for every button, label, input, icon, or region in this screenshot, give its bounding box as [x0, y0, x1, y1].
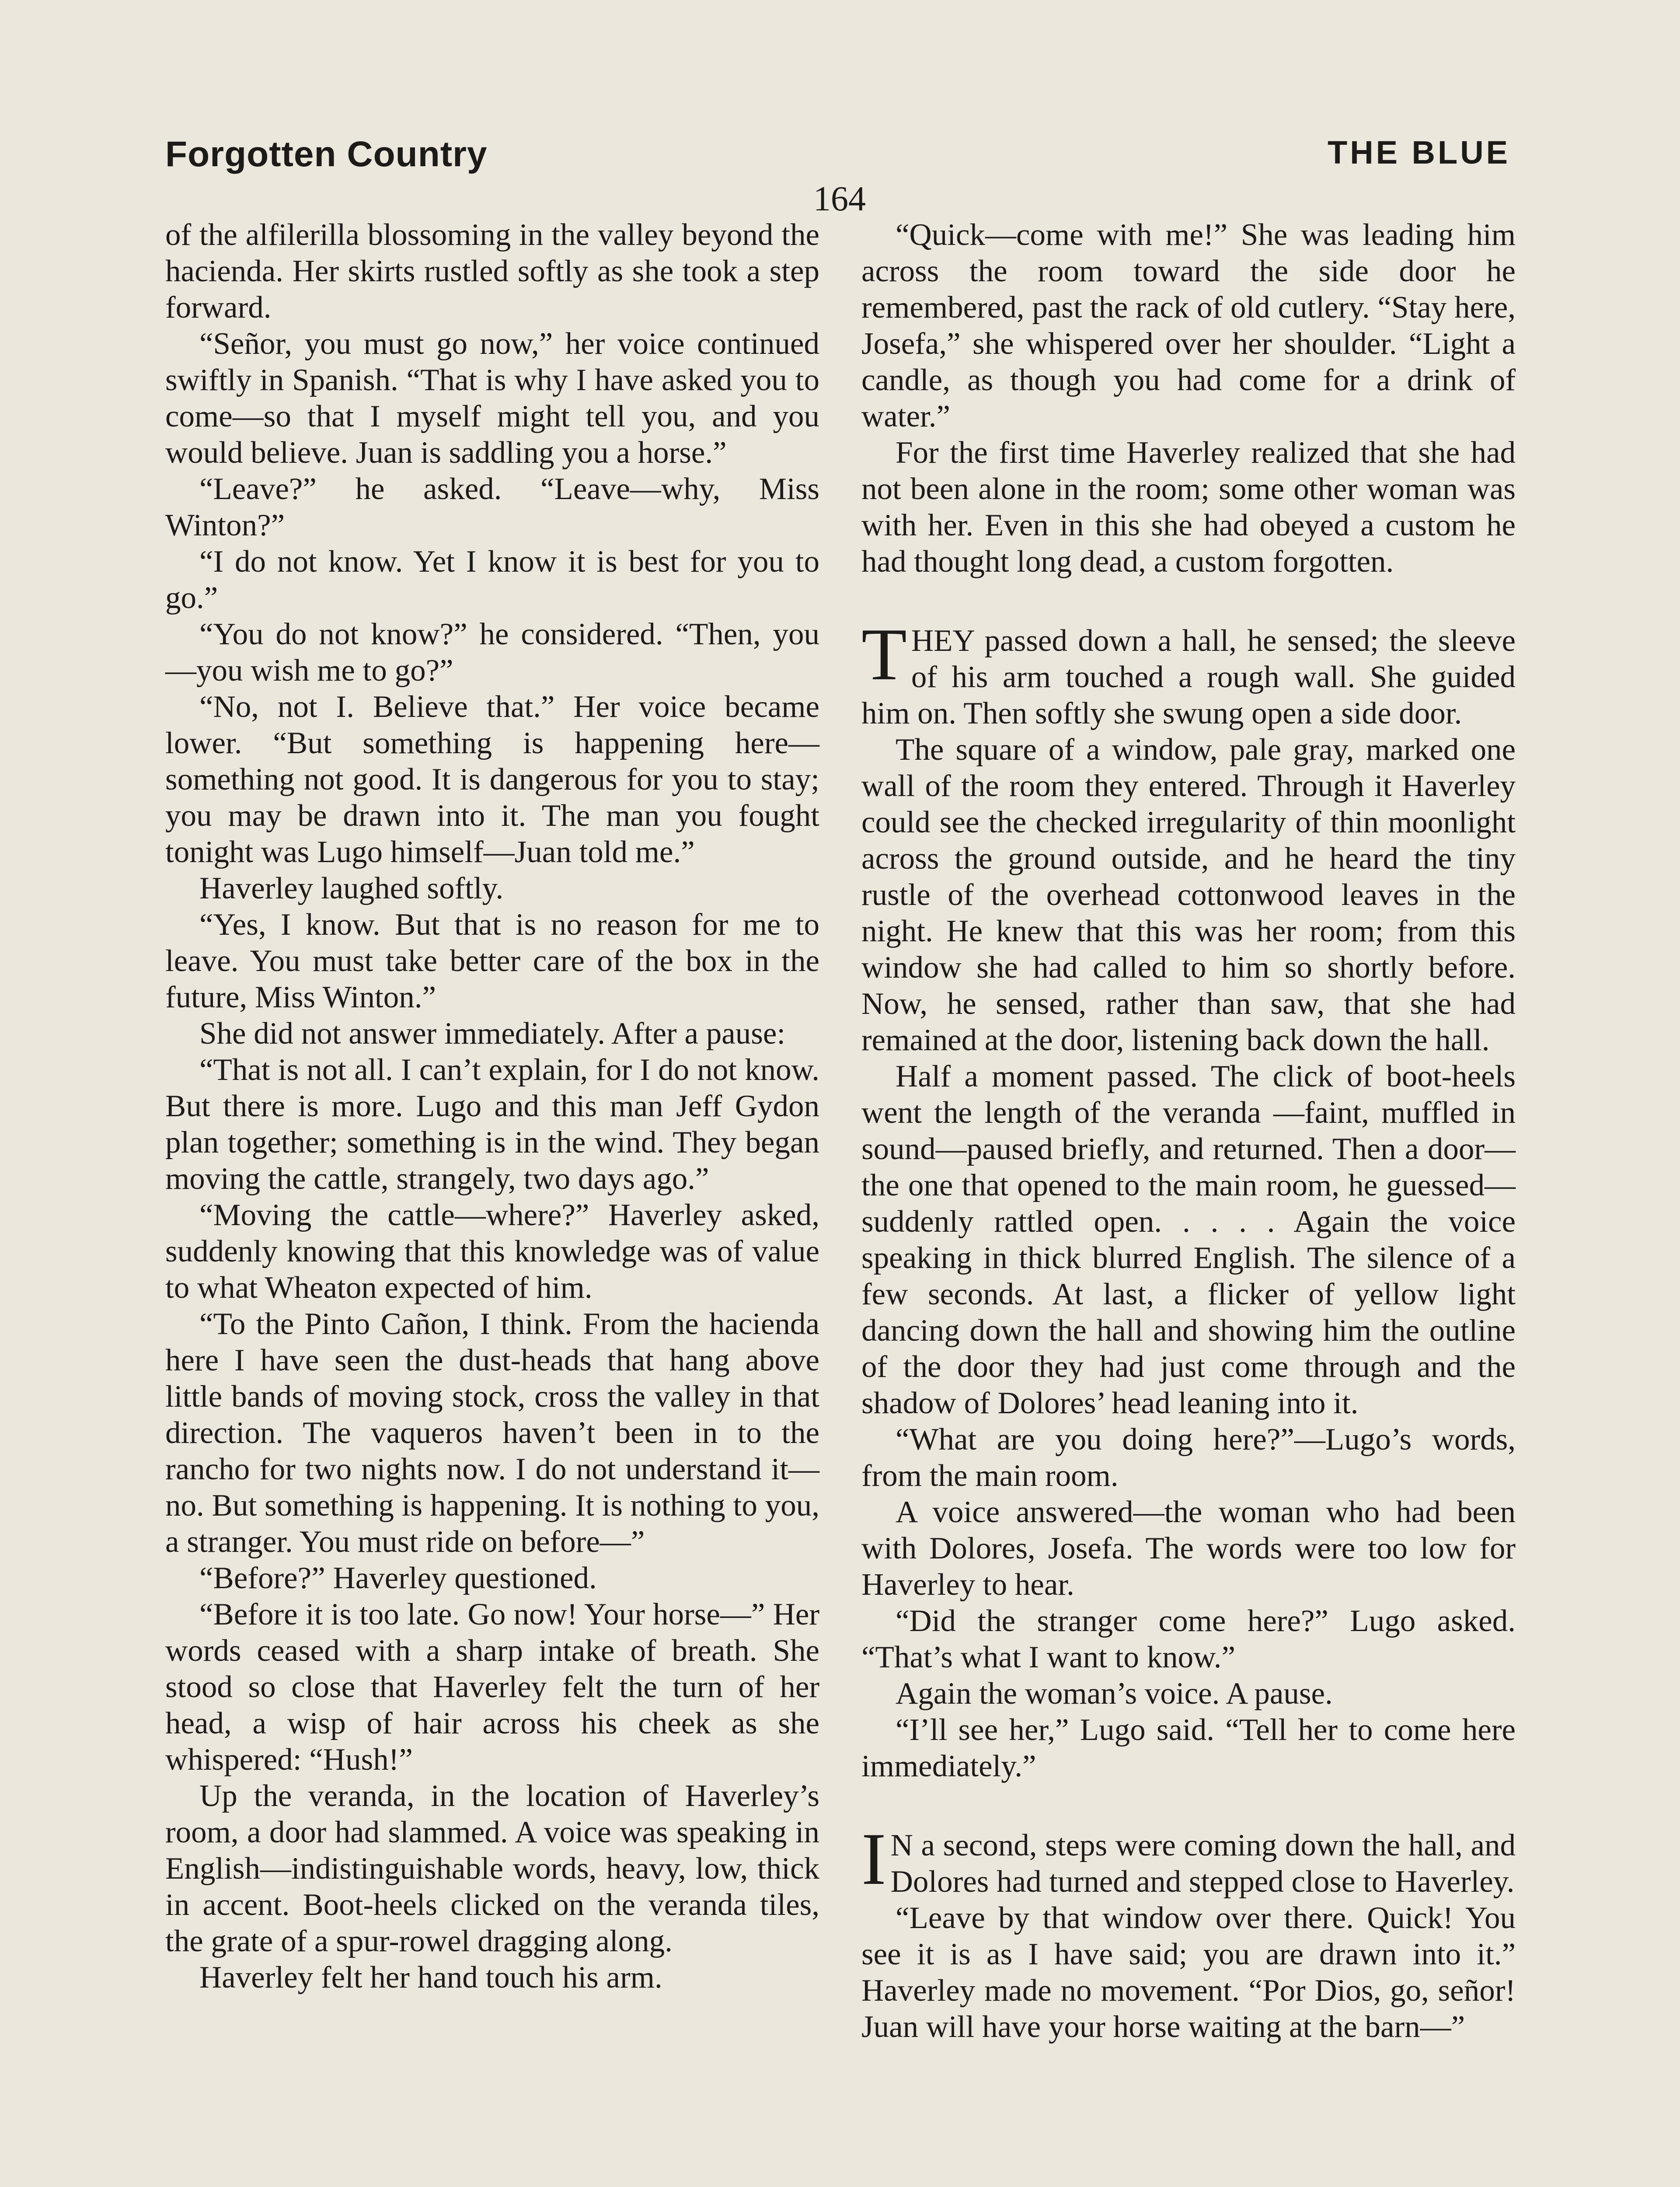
- paragraph-text: of the alfilerilla blossoming in the valley beyond the hacienda. Her skirts rustled softly as she took a step forward.: [165, 218, 819, 325]
- paragraph-text: A voice answered—the woman who had been with Dolores, Josefa. The words were too low for Haverley to hear.: [861, 1495, 1516, 1602]
- paragraph-text: Up the veranda, in the location of Haverley’s room, a door had slammed. A voice was speaking in English—indistinguishable words, heavy, low, thick in accent. Boot-heels clicked on the veranda tiles, the grate of a spur-rowel dragging along.: [165, 1779, 819, 1958]
- paragraph-text: “Señor, you must go now,” her voice continued swiftly in Spanish. “That is why I have asked you to come—so that I myself might tell you, and you would believe. Juan is saddling you a horse.”: [165, 327, 819, 470]
- paragraph-text: “No, not I. Believe that.” Her voice became lower. “But something is happening here—something not good. It is dangerous for you to stay; you may be drawn into it. The man you fought tonight was Lugo himself—Juan told me.”: [165, 690, 819, 869]
- paragraph: [861, 217, 1516, 435]
- paragraph: [165, 217, 819, 326]
- paragraph: [861, 1818, 1516, 1900]
- paragraph-text: “Leave?” he asked. “Leave—why, Miss Winton?”: [165, 472, 819, 542]
- paragraph: [861, 1494, 1516, 1603]
- drop-cap: T: [861, 613, 907, 695]
- paragraph-text: “That is not all. I can’t explain, for I do not know. But there is more. Lugo and this man Jeff Gydon plan together; something is in the wind. They began moving the cattle, strangely, two days ago.”: [165, 1053, 819, 1196]
- paragraph: [861, 1059, 1516, 1422]
- paragraph-text: “You do not know?” he considered. “Then, you—you wish me to go?”: [165, 617, 819, 688]
- right-column: [861, 217, 1516, 2045]
- paragraph-text: N a second, steps were coming down the hall, and Dolores had turned and stepped close to Haverley.: [890, 1828, 1516, 1899]
- paragraph-text: Half a moment passed. The click of boot-heels went the length of the veranda —faint, muffled in sound—paused briefly, and returned. Then a door—the one that opened to the main room, he guessed—suddenly rattled open. . . . . Again the voice speaking in thick blurred English. The silence of a few seconds. At last, a flicker of yellow light dancing down the hall and showing him the outline of the door they had just come through and the shadow of Dolores’ head leaning into it.: [861, 1059, 1516, 1420]
- paragraph: [165, 689, 819, 870]
- paragraph-text: “Yes, I know. But that is no reason for me to leave. You must take better care of the box in the future, Miss Winton.”: [165, 908, 819, 1014]
- paragraph: [861, 435, 1516, 580]
- magazine-name: THE BLUE: [1328, 134, 1510, 171]
- paragraph: [165, 1778, 819, 1960]
- paragraph: [861, 613, 1516, 732]
- paragraph-text: “What are you doing here?”—Lugo’s words, from the main room.: [861, 1422, 1516, 1493]
- paragraph: [861, 1712, 1516, 1785]
- paragraph-text: “Did the stranger come here?” Lugo asked. “That’s what I want to know.”: [861, 1604, 1516, 1674]
- paragraph-text: “To the Pinto Cañon, I think. From the hacienda here I have seen the dust-heads that hang above little bands of moving stock, cross the valley in that direction. The vaqueros haven’t been in to the rancho for two nights now. I do not understand it—no. But something is happening. It is nothing to you, a stranger. You must ride on before—”: [165, 1307, 819, 1559]
- paragraph: [165, 1052, 819, 1197]
- paragraph-text: For the first time Haverley realized that she had not been alone in the room; some other woman was with her. Even in this she had obeyed a custom he had thought long dead, a custom forgotten.: [861, 436, 1516, 579]
- paragraph: [165, 1016, 819, 1052]
- paragraph-text: The square of a window, pale gray, marked one wall of the room they entered. Through it Haverley could see the checked irregularity of thin moonlight across the ground outside, and he heard the tiny rustle of the overhead cottonwood leaves in the night. He knew that this was her room; from this window she had called to him so shortly before. Now, he sensed, rather than saw, that she had remained at the door, listening back down the hall.: [861, 733, 1516, 1057]
- paragraph: [861, 732, 1516, 1059]
- paragraph: [165, 1306, 819, 1560]
- left-column: [165, 217, 819, 1996]
- page-header: [165, 134, 1510, 182]
- paragraph-text: “Moving the cattle—where?” Haverley asked, suddenly knowing that this knowledge was of value to what Wheaton expected of him.: [165, 1198, 819, 1305]
- paragraph: [861, 1603, 1516, 1676]
- paragraph: [165, 616, 819, 689]
- paragraph-text: Haverley laughed softly.: [199, 871, 504, 905]
- paragraph-text: Again the woman’s voice. A pause.: [896, 1677, 1333, 1711]
- page-number: 164: [813, 180, 866, 218]
- paragraph-text: “I do not know. Yet I know it is best for you to go.”: [165, 545, 819, 615]
- running-title: Forgotten Country: [165, 134, 488, 174]
- paragraph: [165, 1960, 819, 1996]
- drop-cap: I: [861, 1818, 886, 1900]
- paragraph-text: HEY passed down a hall, he sensed; the sleeve of his arm touched a rough wall. She guided him on. Then softly she swung open a side door.: [861, 624, 1516, 730]
- paragraph: [165, 1597, 819, 1778]
- paragraph-text: “Quick—come with me!” She was leading him across the room toward the side door he remembered, past the rack of old cutlery. “Stay here, Josefa,” she whispered over her shoulder. “Light a candle, as though you had come for a drink of water.”: [861, 218, 1516, 433]
- paragraph-text: “I’ll see her,” Lugo said. “Tell her to come here immediately.”: [861, 1713, 1516, 1783]
- paragraph-text: “Before it is too late. Go now! Your horse—” Her words ceased with a sharp intake of breath. She stood so close that Haverley felt the turn of her head, a wisp of hair across his cheek as she whispered: “Hush!”: [165, 1597, 819, 1777]
- paragraph: [165, 471, 819, 544]
- paragraph: [861, 1422, 1516, 1494]
- paragraph-text: “Before?” Haverley questioned.: [199, 1561, 597, 1595]
- paragraph-text: She did not answer immediately. After a pause:: [199, 1017, 786, 1051]
- paragraph: [165, 870, 819, 907]
- paragraph: [165, 544, 819, 616]
- paragraph: [165, 907, 819, 1016]
- paragraph: [861, 1900, 1516, 2045]
- paragraph-text: “Leave by that window over there. Quick! You see it is as I have said; you are drawn into it.” Haverley made no movement. “Por Dios, go, señor! Juan will have your horse waiting at the barn—”: [861, 1901, 1516, 2044]
- paragraph: [165, 1560, 819, 1597]
- paragraph: [165, 326, 819, 471]
- paragraph: [861, 1676, 1516, 1712]
- paragraph: [165, 1197, 819, 1306]
- paragraph-text: Haverley felt her hand touch his arm.: [199, 1960, 662, 1995]
